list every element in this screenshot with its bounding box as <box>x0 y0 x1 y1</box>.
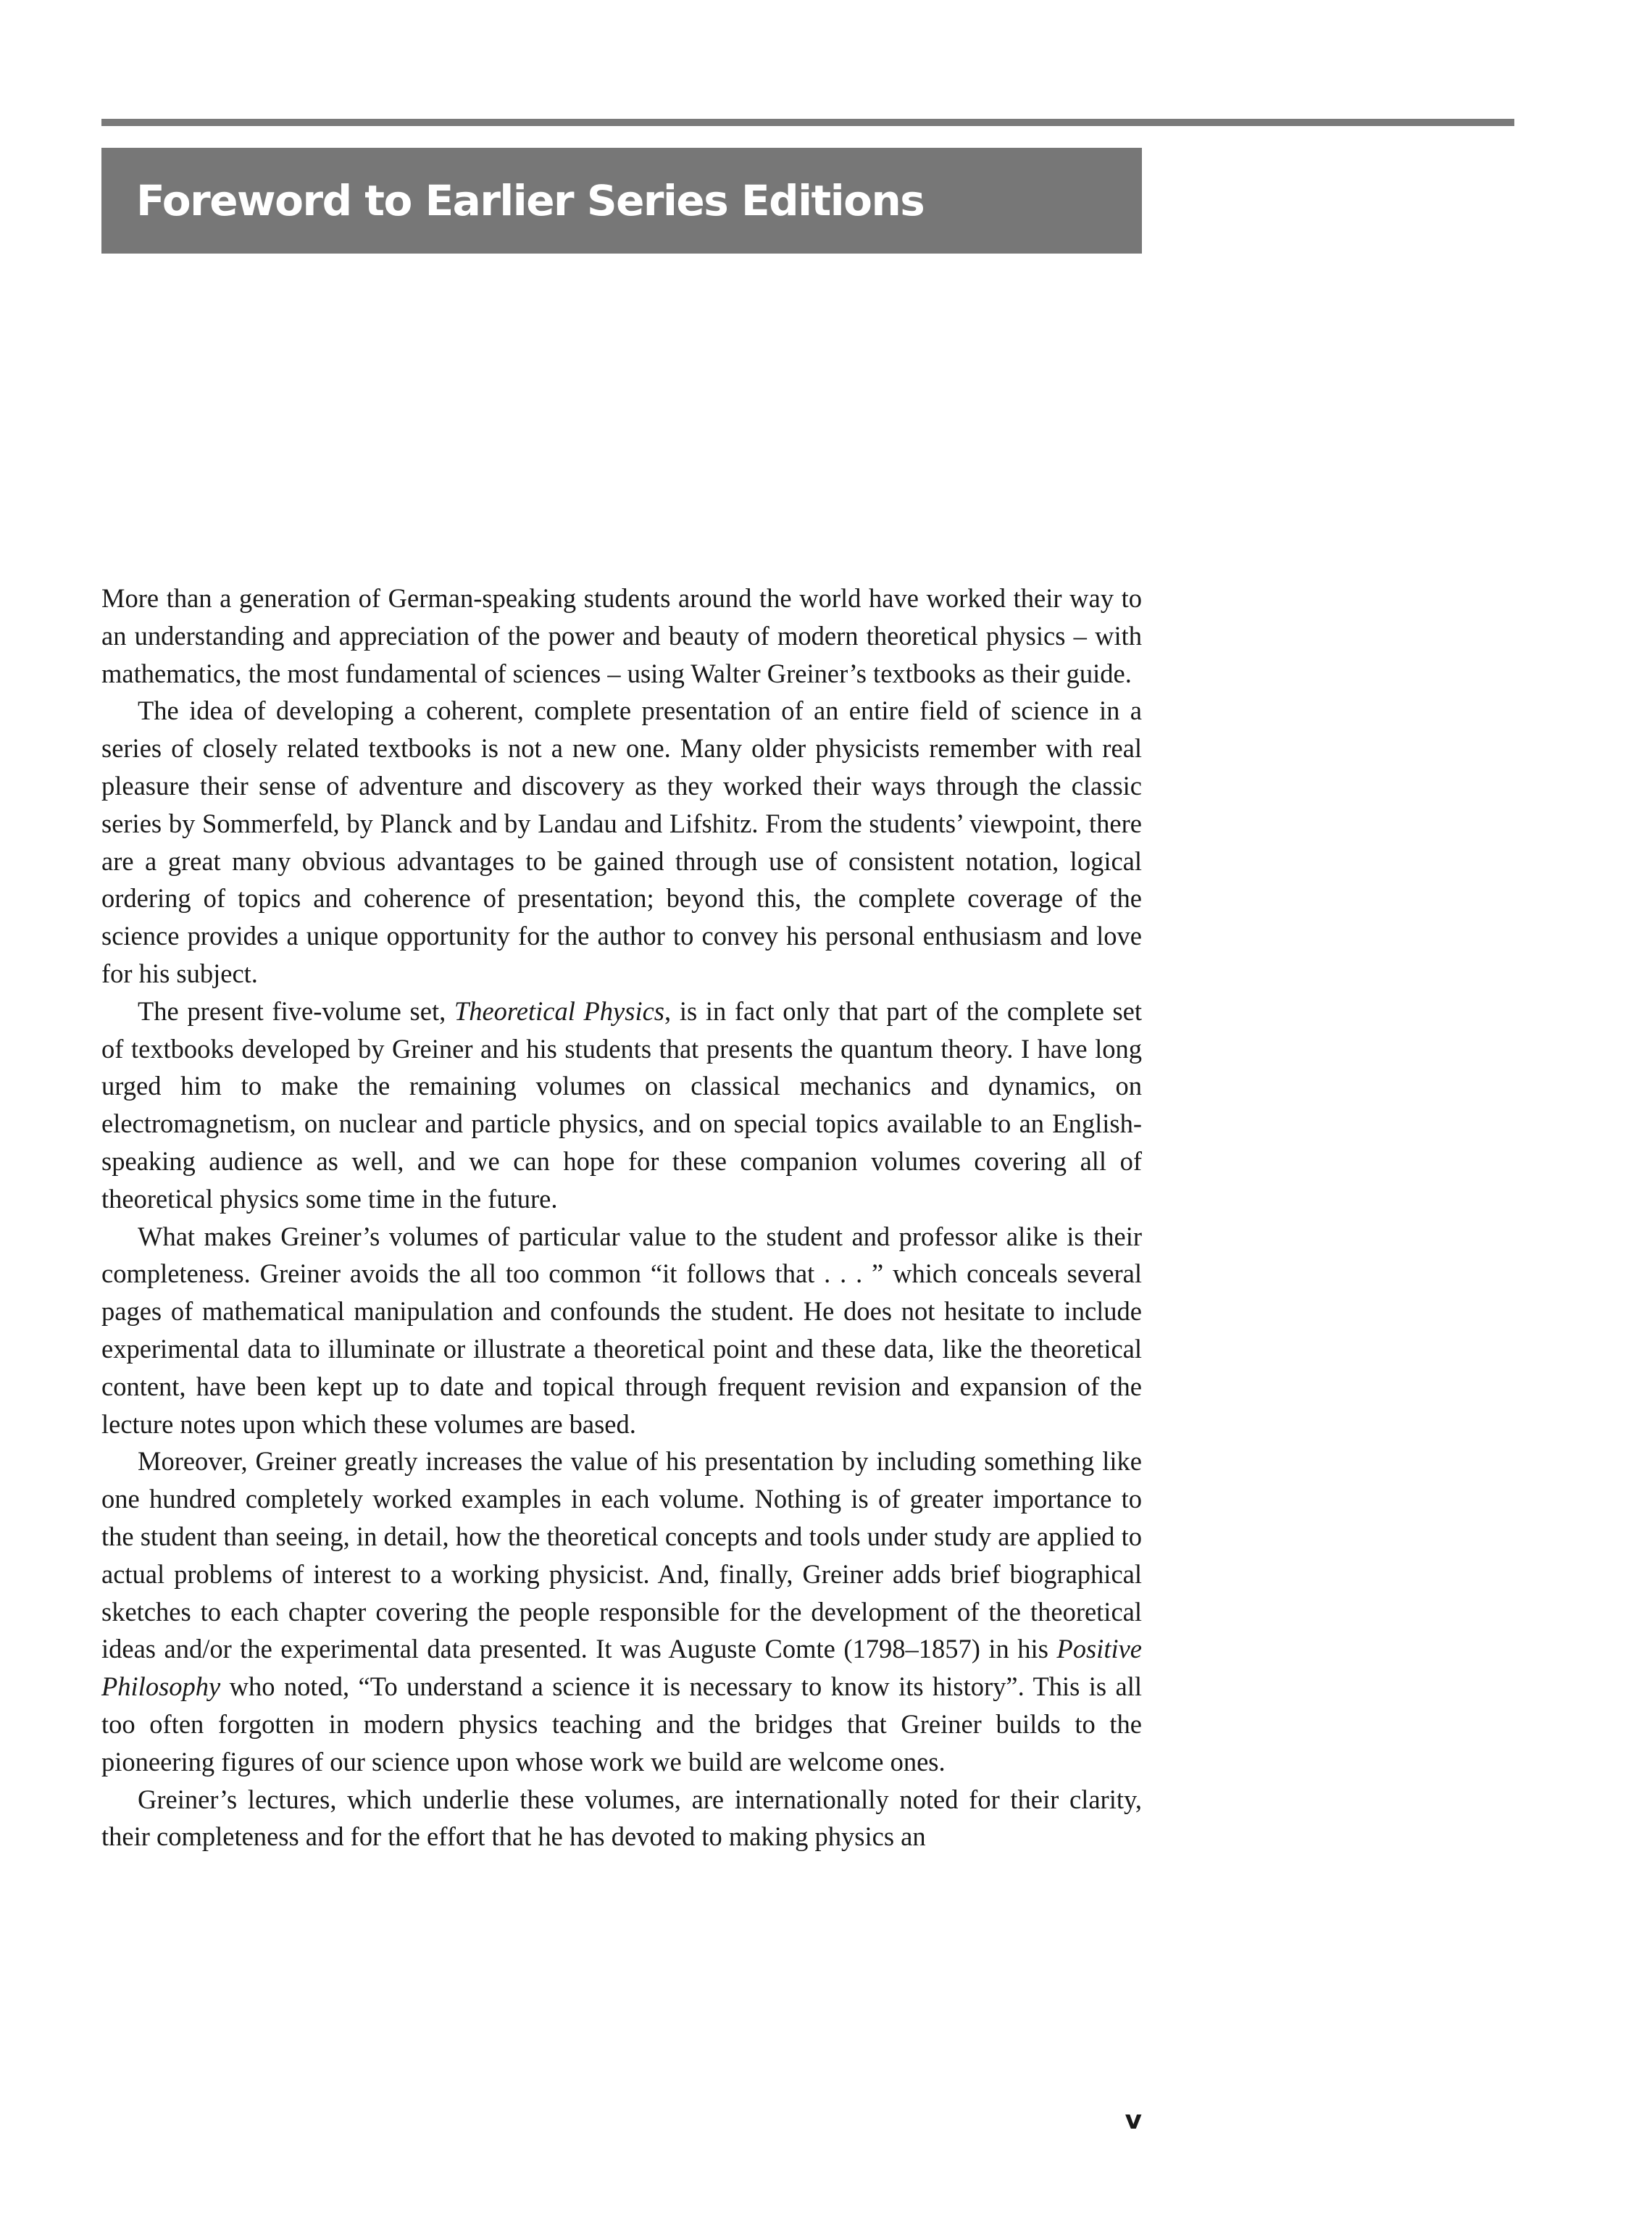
top-rule <box>101 119 1514 126</box>
paragraph-text: More than a generation of German-speaking students around the world have worked their way to an understanding and appreciation of the power and beauty of modern theoretical physics – with mathematics, the most fundamental of sciences – using Walter Greiner’s textbooks as their guide. <box>101 583 1142 688</box>
paragraph <box>101 1443 1142 1780</box>
book-title-italic: Theoretical Physics <box>454 995 665 1026</box>
paragraph-text-before: The present five-volume set, <box>138 995 454 1026</box>
paragraph <box>101 1218 1142 1443</box>
paragraph <box>101 1781 1142 1856</box>
paragraph-text-after: , is in fact only that part of the complete set of textbooks developed by Greiner and his students that presents the quantum theory. I have long urged him to make the remaining volumes on classical mechanics and dynamics, on electromagnetism, on nuclear and particle physics, and on special topics available to an English-speaking audience as well, and we can hope for these companion volumes covering all of theoretical physics some time in the future. <box>101 995 1143 1214</box>
paragraph <box>101 580 1142 692</box>
paragraph-text: Greiner’s lectures, which underlie these volumes, are internationally noted for their clarity, their completeness and for the effort that he has devoted to making physics an <box>101 1784 1142 1852</box>
book-title-italic: Positive Philosophy <box>101 1634 1142 1702</box>
paragraph-text-before: Moreover, Greiner greatly increases the value of his presentation by including something like one hundred completely worked examples in each volume. Nothing is of greater importance to the student than seeing, in detail, how the theoretical concepts and tools under study are applied to actual problems of interest to a working physicist. And, finally, Greiner adds brief biographical sketches to each chapter covering the people responsible for the development of the theoretical ideas and/or the experimental data presented. It was Auguste Comte (1798–1857) in his <box>101 1446 1142 1664</box>
paragraph <box>101 692 1142 992</box>
page-number: v <box>1125 2105 1142 2135</box>
chapter-title: Foreword to Earlier Series Editions <box>136 176 925 225</box>
paragraph <box>101 993 1142 1218</box>
paragraph-text-after: who noted, “To understand a science it is necessary to know its history”. This is all too often forgotten in modern physics teaching and the bridges that Greiner builds to the pioneering figures of our science upon whose work we build are welcome ones. <box>101 1671 1142 1777</box>
body-text <box>101 580 1142 1855</box>
paragraph-text: What makes Greiner’s volumes of particular value to the student and professor alike is their completeness. Greiner avoids the all too common “it follows that . . . ” which conceals several pages of mathematical manipulation and confounds the student. He does not hesitate to include experimental data to illuminate or illustrate a theoretical point and these data, like the theoretical content, have been kept up to date and topical through frequent revision and expansion of the lecture notes upon which these volumes are based. <box>101 1221 1142 1439</box>
paragraph-text: The idea of developing a coherent, complete presentation of an entire field of science in a series of closely related textbooks is not a new one. Many older physicists remember with real pleasure their sense of adventure and discovery as they worked their ways through the classic series by Sommerfeld, by Planck and by Landau and Lifshitz. From the students’ viewpoint, there are a great many obvious advantages to be gained through use of consistent notation, logical ordering of topics and coherence of presentation; beyond this, the complete coverage of the science provides a unique opportunity for the author to convey his personal enthusiasm and love for his subject. <box>101 696 1142 988</box>
chapter-title-bar <box>101 148 1142 254</box>
